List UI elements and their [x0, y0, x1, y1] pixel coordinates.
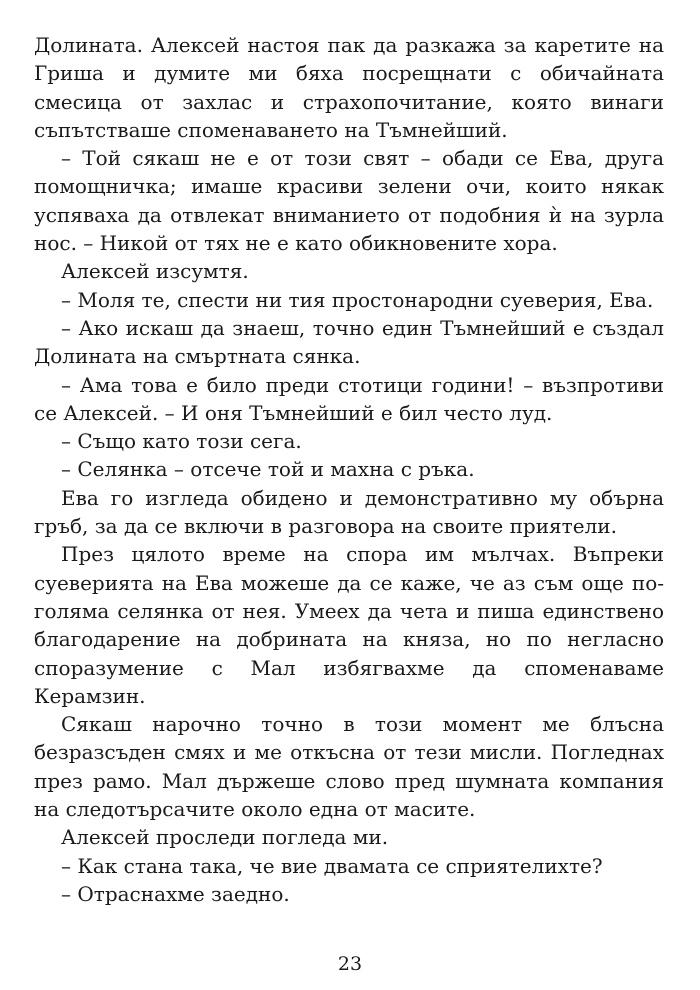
paragraph: – Също като този сега.	[61, 429, 302, 454]
paragraph: Алексей изсумтя.	[61, 259, 249, 284]
paragraph: Ева го изгледа обидено и демонстративно му обърна гръб, за да се включи в разговора на своите приятели.	[34, 485, 664, 539]
paragraph: Алексей проследи погледа ми.	[61, 825, 389, 850]
paragraph: – Как стана така, че вие двамата се сприятелихте?	[61, 853, 603, 878]
paragraph: – Ако искаш да знаеш, точно един Тъмнейший е създал Долината на смъртната сянка.	[34, 315, 664, 369]
paragraph: – Ама това е било преди стотици години! – възпротиви се Алексей. – И оня Тъмнейший е бил често луд.	[34, 372, 664, 425]
paragraph: – Отраснахме заедно.	[61, 881, 290, 906]
page-number: 23	[337, 953, 363, 975]
paragraph: През цялото време на спора им мълчах. Въпреки суеверията на Ева можеше да се каже, че аз съм още по-голяма селянка от нея. Умеех да чета и пиша единствено благодарение на добрината на княза, но по негласно споразумение с Мал избягвахме да споменаваме Керамзин.	[34, 542, 664, 708]
paragraph: Сякаш нарочно точно в този момент ме блъсна безразсъден смях и ме откъсна от тези мисли. Погледнах през рамо. Мал държеше слово пред шумната компания на следотърсачите около една от масите.	[34, 712, 664, 822]
body-text	[34, 31, 664, 908]
paragraph: – Моля те, спести ни тия простонародни суеверия, Ева.	[61, 287, 654, 312]
paragraph: – Той сякаш не е от този свят – обади се Ева, друга помощничка; имаше красиви зелени очи, които някак успяваха да отвлекат вниманието от подобния ѝ на зурла нос. – Никой от тях не е като обикновените хора.	[34, 146, 664, 256]
paragraph: – Селянка – отсече той и махна с ръка.	[61, 457, 475, 482]
paragraph: Долината. Алексей настоя пак да разкажа за каретите на Гриша и думите ми бяха посрещнати с обичайната смесица от захлас и страхопочитание, която винаги съпътстваше споменаването на Тъмнейший.	[34, 33, 664, 142]
